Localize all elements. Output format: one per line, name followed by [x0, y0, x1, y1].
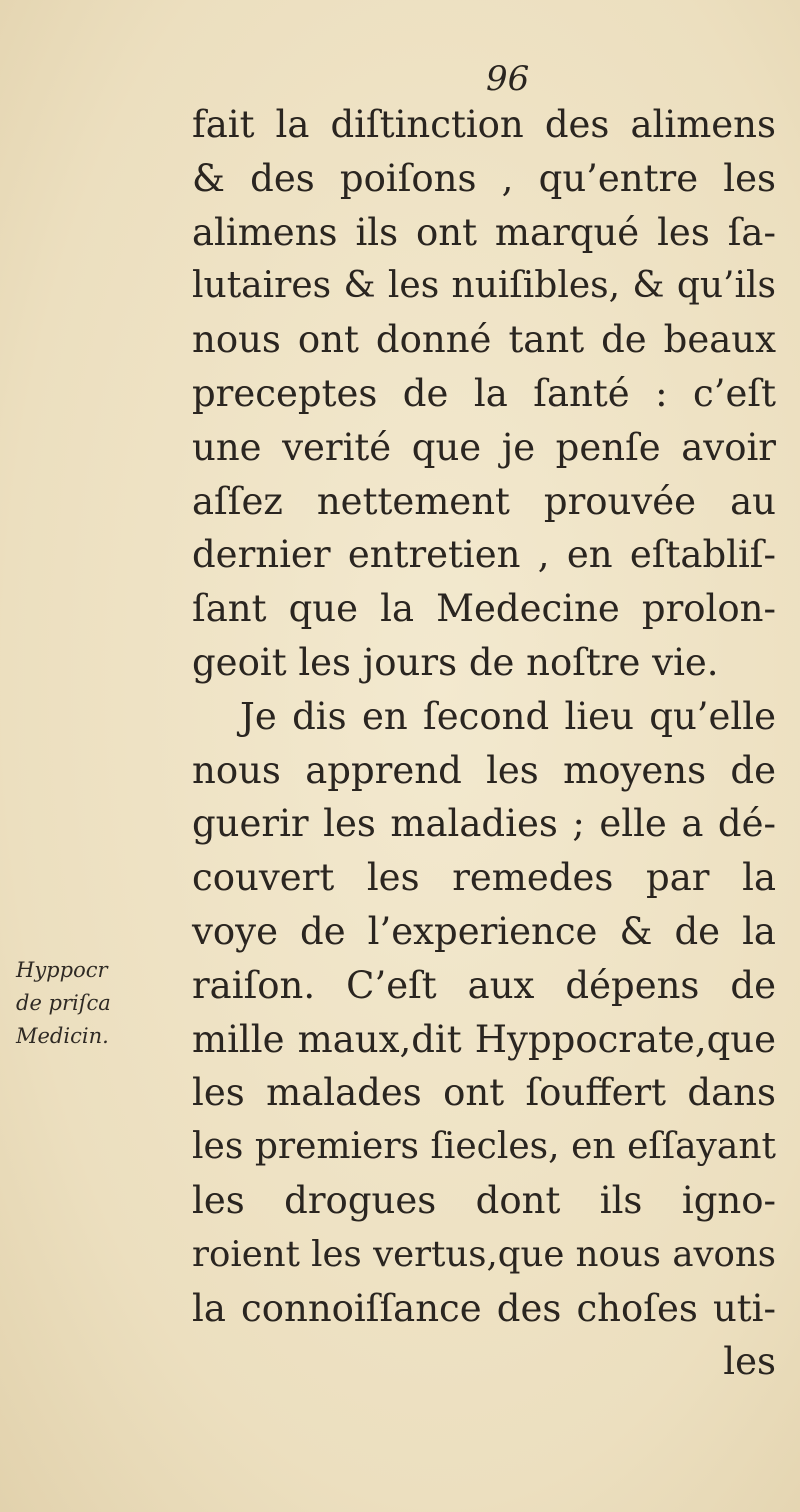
margin-note-line: de priſca — [16, 991, 111, 1015]
text-line: couvert les remedes par la — [192, 856, 776, 900]
text-line: & des poiſons , qu’entre les — [192, 156, 776, 200]
margin-note — [16, 954, 196, 1053]
page-number: 96 — [486, 59, 530, 99]
text-line: nous ont donné tant de beaux — [192, 318, 776, 362]
text-line: geoit les jours de noſtre vie. — [192, 640, 719, 684]
text-line: lutaires & les nuiſibles, & qu’ils — [192, 265, 776, 307]
margin-note-line: Hyppocr — [16, 958, 108, 982]
body-text — [192, 98, 776, 1389]
text-line: les malades ont ſouffert dans — [192, 1071, 776, 1115]
text-line: raiſon. C’eſt aux dépens de — [192, 963, 776, 1007]
text-line: aſſez nettement prouvée au — [192, 479, 776, 523]
text-line: voye de l’experience & de la — [192, 909, 776, 953]
text-line: guerir les maladies ; elle a dé- — [192, 802, 776, 846]
text-line: roient les vertus,que nous avons — [192, 1233, 776, 1275]
text-line: une verité que je penſe avoir — [192, 425, 776, 469]
text-line: ſant que la Medecine prolon- — [192, 587, 776, 631]
margin-note-line: Medicin. — [16, 1024, 109, 1048]
text-line: la connoiſſance des choſes uti- — [192, 1286, 776, 1330]
text-line: preceptes de la ſanté : c’eſt — [192, 371, 776, 415]
text-line: nous apprend les moyens de — [192, 748, 776, 792]
text-line: dernier entretien , en eſtabliſ- — [192, 533, 776, 577]
text-line: les drogues dont ils igno- — [192, 1178, 776, 1222]
catchword: les — [723, 1340, 776, 1384]
text-line: mille maux,dit Hyppocrate,que — [192, 1017, 776, 1061]
text-line: alimens ils ont marqué les ſa- — [192, 210, 776, 254]
text-line: fait la diſtinction des alimens — [192, 103, 776, 146]
text-line: les premiers ſiecles, en eſſayant — [192, 1126, 776, 1168]
text-line: Je dis en ſecond lieu qu’elle — [240, 694, 776, 738]
